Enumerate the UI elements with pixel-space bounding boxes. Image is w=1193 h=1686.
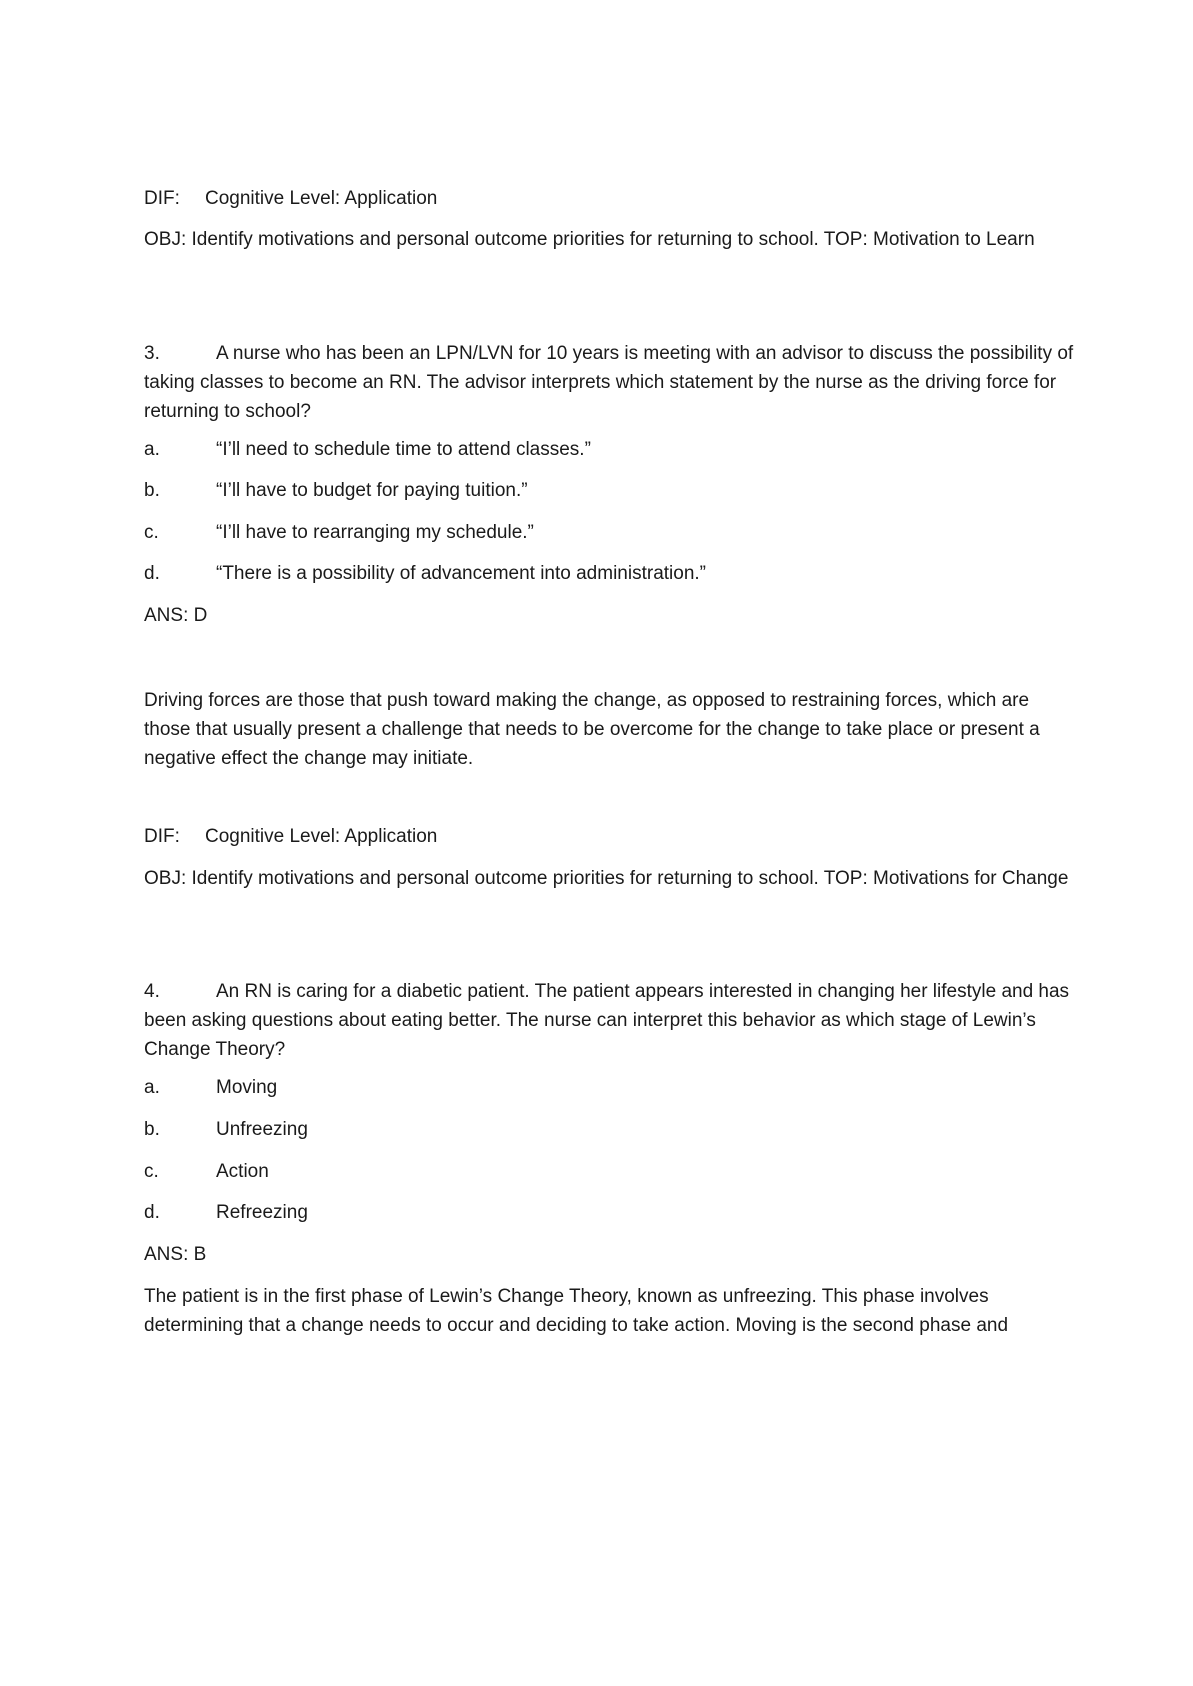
option-d — [144, 559, 1074, 588]
option-letter: d. — [144, 1202, 160, 1223]
obj-text: OBJ: Identify motivations and personal outcome priorities for returning to school. TOP: Motivations for Change — [144, 868, 1069, 889]
option-text: “I’ll have to rearranging my schedule.” — [216, 522, 534, 543]
option-c — [144, 1157, 1074, 1186]
dif-label: DIF: — [144, 188, 180, 209]
answer: ANS: D — [144, 605, 208, 626]
option-letter: b. — [144, 480, 160, 501]
obj-text: OBJ: Identify motivations and personal outcome priorities for returning to school. TOP: Motivation to Learn — [144, 229, 1035, 250]
option-text: “I’ll have to budget for paying tuition.” — [216, 480, 528, 501]
option-letter: a. — [144, 1077, 160, 1098]
option-b — [144, 476, 1074, 505]
option-letter: b. — [144, 1119, 160, 1140]
answer-line — [144, 601, 1074, 630]
question-text: An RN is caring for a diabetic patient. The patient appears interested in changing her lifestyle and has been asking questions about eating better. The nurse can interpret this behavior as which stage of Lewin’s Change Theory? — [144, 981, 1070, 1060]
question-text: A nurse who has been an LPN/LVN for 10 years is meeting with an advisor to discuss the possibility of taking classes to become an RN. The advisor interprets which statement by the nurse as the driving force for returning to school? — [144, 343, 1074, 422]
rationale: Driving forces are those that push toward making the change, as opposed to restraining forces, which are those that usually present a challenge that needs to be overcome for the change to take place or present a negative effect the change may initiate. — [144, 690, 1040, 769]
option-text: “There is a possibility of advancement into administration.” — [216, 563, 707, 584]
dif-value: Cognitive Level: Application — [205, 826, 438, 847]
option-text: Unfreezing — [216, 1119, 308, 1140]
option-letter: c. — [144, 522, 159, 543]
dif-label: DIF: — [144, 826, 180, 847]
question-stem — [144, 977, 1074, 1064]
option-c — [144, 518, 1074, 547]
dif-line — [144, 822, 1074, 851]
option-a — [144, 435, 1074, 464]
rationale: The patient is in the first phase of Lewin’s Change Theory, known as unfreezing. This phase involves determining that a change needs to occur and deciding to take action. Moving is the second phase and — [144, 1286, 1009, 1336]
answer-line — [144, 1240, 1074, 1269]
option-text: Action — [216, 1161, 269, 1182]
question-number: 4. — [144, 981, 160, 1002]
option-letter: c. — [144, 1161, 159, 1182]
question-number: 3. — [144, 343, 160, 364]
option-text: Refreezing — [216, 1202, 308, 1223]
option-letter: a. — [144, 439, 160, 460]
option-text: “I’ll need to schedule time to attend classes.” — [216, 439, 591, 460]
question-stem — [144, 339, 1074, 426]
option-a — [144, 1073, 1074, 1102]
option-letter: d. — [144, 563, 160, 584]
option-b — [144, 1115, 1074, 1144]
dif-value: Cognitive Level: Application — [205, 188, 438, 209]
dif-line — [144, 184, 1074, 213]
option-d — [144, 1198, 1074, 1227]
answer: ANS: B — [144, 1244, 207, 1265]
option-text: Moving — [216, 1077, 278, 1098]
